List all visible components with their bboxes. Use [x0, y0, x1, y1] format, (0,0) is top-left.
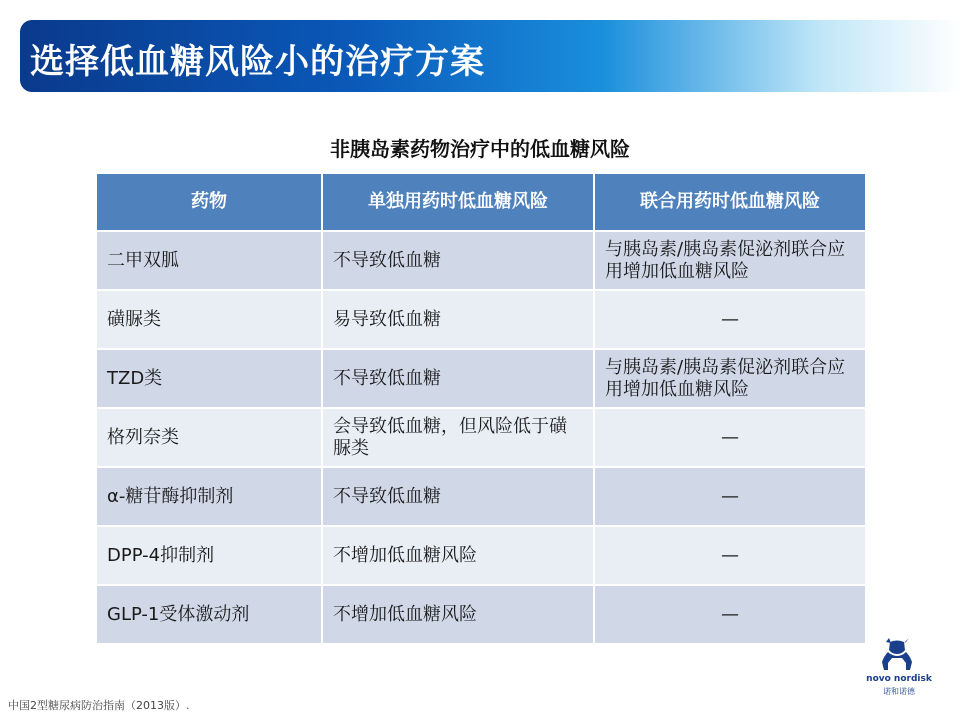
table-row [96, 349, 866, 408]
mono-risk-cell: 会导致低血糖，但风险低于磺脲类 [322, 408, 594, 467]
drug-cell: DPP-4抑制剂 [96, 526, 322, 585]
table-row [96, 467, 866, 526]
bull-logo-icon [864, 636, 934, 674]
table-row [96, 290, 866, 349]
mono-risk-cell: 易导致低血糖 [322, 290, 594, 349]
table-row [96, 408, 866, 467]
page-title: 选择低血糖风险小的治疗方案 [30, 42, 485, 82]
drug-cell: GLP-1受体激动剂 [96, 585, 322, 644]
combo-risk-cell: 与胰岛素/胰岛素促泌剂联合应用增加低血糖风险 [594, 231, 866, 290]
footnote: 中国2型糖尿病防治指南（2013版）. [8, 699, 190, 712]
drug-cell: 二甲双胍 [96, 231, 322, 290]
combo-risk-cell: 与胰岛素/胰岛素促泌剂联合应用增加低血糖风险 [594, 349, 866, 408]
mono-risk-cell: 不导致低血糖 [322, 231, 594, 290]
novo-nordisk-logo [864, 636, 934, 696]
combo-risk-cell: — [594, 408, 866, 467]
drug-cell: 磺脲类 [96, 290, 322, 349]
mono-risk-cell: 不导致低血糖 [322, 467, 594, 526]
table-row [96, 585, 866, 644]
table-header-row [96, 173, 866, 231]
header-combo-risk: 联合用药时低血糖风险 [594, 173, 866, 231]
logo-chinese-text: 诺和诺德 [883, 687, 915, 696]
table-row [96, 231, 866, 290]
combo-risk-cell: — [594, 526, 866, 585]
combo-risk-cell: — [594, 467, 866, 526]
drug-cell: TZD类 [96, 349, 322, 408]
hypoglycemia-risk-table [95, 172, 867, 645]
mono-risk-cell: 不导致低血糖 [322, 349, 594, 408]
drug-cell: α-糖苷酶抑制剂 [96, 467, 322, 526]
title-bar [20, 20, 960, 92]
header-mono-risk: 单独用药时低血糖风险 [322, 173, 594, 231]
mono-risk-cell: 不增加低血糖风险 [322, 585, 594, 644]
drug-cell: 格列奈类 [96, 408, 322, 467]
combo-risk-cell: — [594, 585, 866, 644]
mono-risk-cell: 不增加低血糖风险 [322, 526, 594, 585]
table-row [96, 526, 866, 585]
logo-text: novo nordisk [866, 674, 932, 684]
combo-risk-cell: — [594, 290, 866, 349]
header-drug: 药物 [96, 173, 322, 231]
table-title: 非胰岛素药物治疗中的低血糖风险 [330, 137, 630, 161]
